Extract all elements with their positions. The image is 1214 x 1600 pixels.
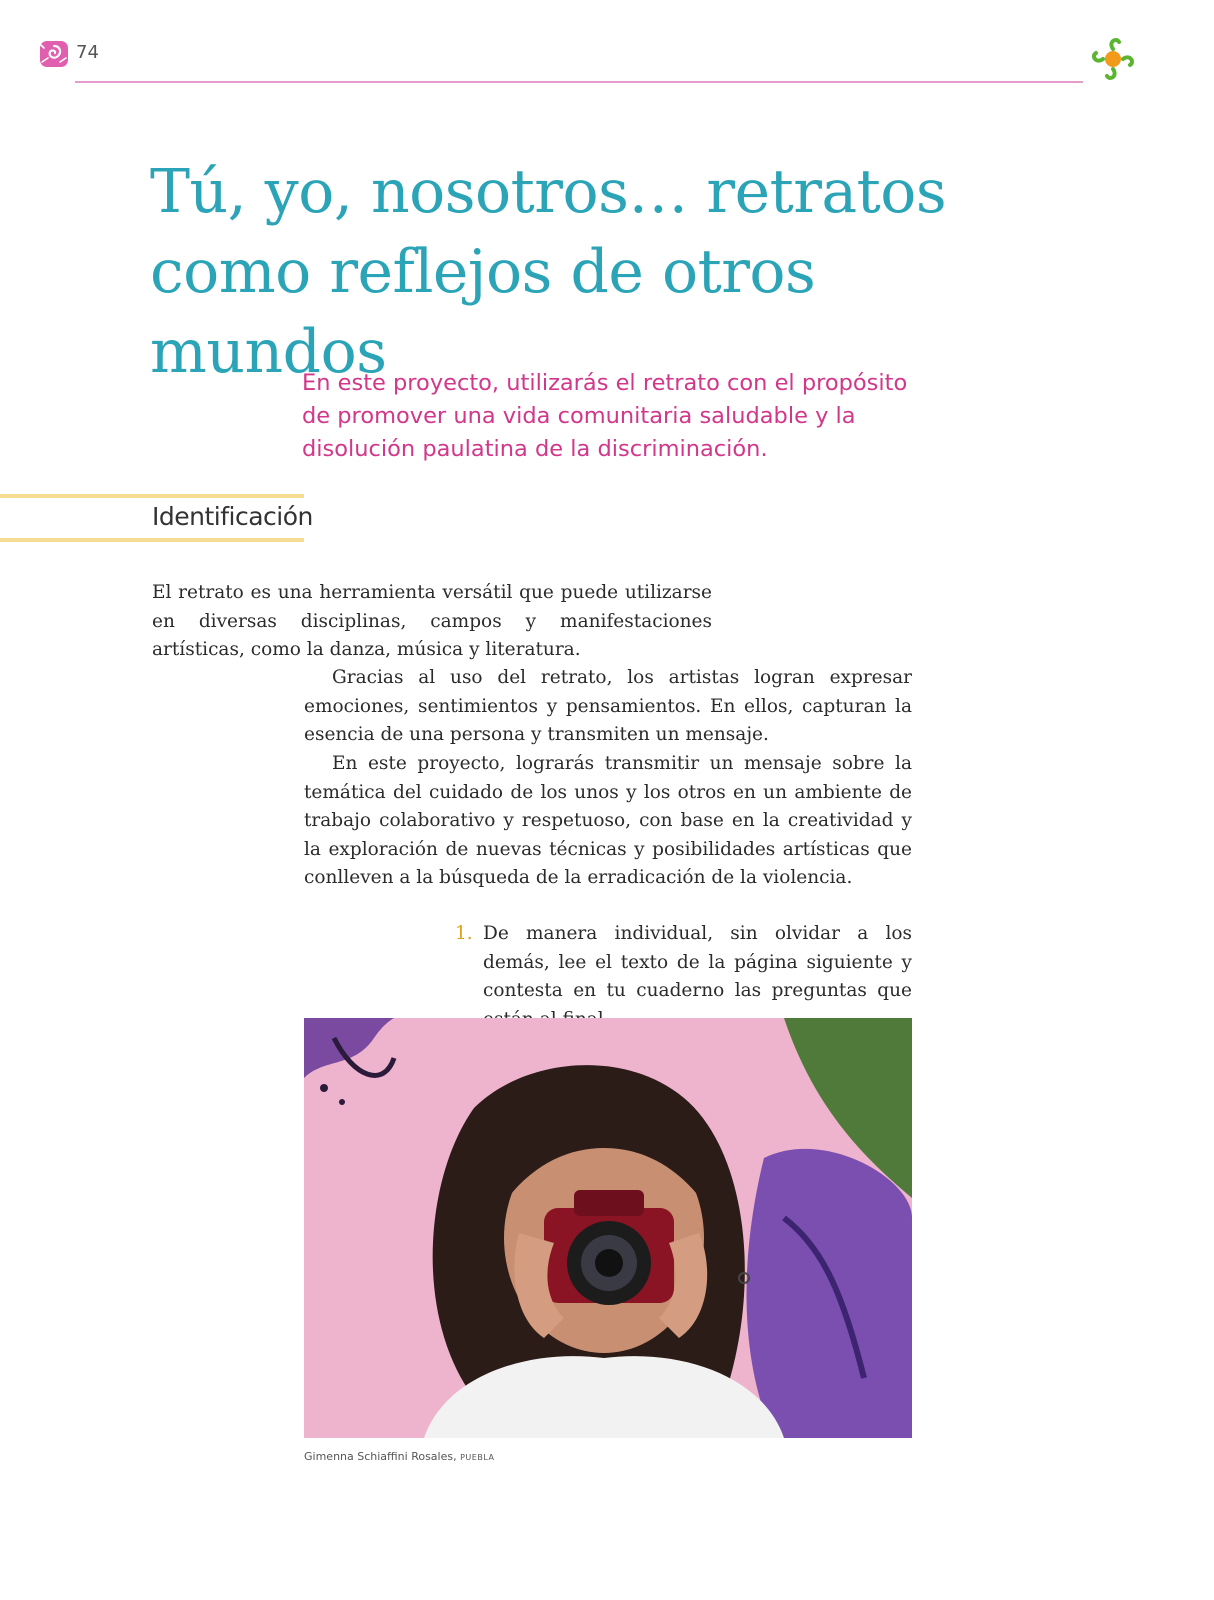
- section-heading: Identificación: [152, 502, 313, 531]
- body-paragraph-2: Gracias al uso del retrato, los artistas logran expresar emociones, sentimientos y pensamientos. En ellos, capturan la esencia de una persona y transmiten un mensaje.: [304, 667, 912, 745]
- page-number: 74: [76, 42, 99, 63]
- photo-person-with-camera: [304, 1018, 912, 1438]
- activity-number: 1.: [455, 923, 473, 944]
- intro-text: En este proyecto, utilizarás el retrato con el propósito de promover una vida comunitaria saludable y la disolución paulatina de la discriminación.: [302, 370, 908, 462]
- title-line-1: Tú, yo, nosotros… retratos: [150, 157, 947, 227]
- body-paragraph-1: El retrato es una herramienta versátil que puede utilizarse en diversas disciplinas, campos y manifestaciones artísticas, como la danza, música y literatura.: [152, 582, 712, 660]
- pink-spiral-icon: [38, 38, 70, 70]
- header-rule: [75, 81, 1083, 83]
- body-paragraph-3: En este proyecto, lograrás transmitir un mensaje sobre la temática del cuidado de los unos y los otros en un ambiente de trabajo colaborativo y respetuoso, con base en la creatividad y la exploración de nuevas técnicas y posibilidades artísticas que conlleven a la búsqueda de la erradicación de la violencia.: [304, 753, 912, 888]
- caption-place: PUEBLA: [460, 1453, 495, 1462]
- caption-name: Gimenna Schiaffini Rosales,: [304, 1450, 457, 1463]
- title-line-2: como reflejos de otros mundos: [150, 237, 816, 387]
- four-swirl-flower-icon: [1086, 32, 1140, 86]
- activity-text: De manera individual, sin olvidar a los demás, lee el texto de la página siguiente y contesta en tu cuaderno las preguntas que: [483, 923, 912, 1001]
- page-title: [150, 152, 1050, 392]
- photo-caption: [304, 1450, 494, 1463]
- section-bar-top: [0, 494, 304, 498]
- section-bar-bottom: [0, 538, 304, 542]
